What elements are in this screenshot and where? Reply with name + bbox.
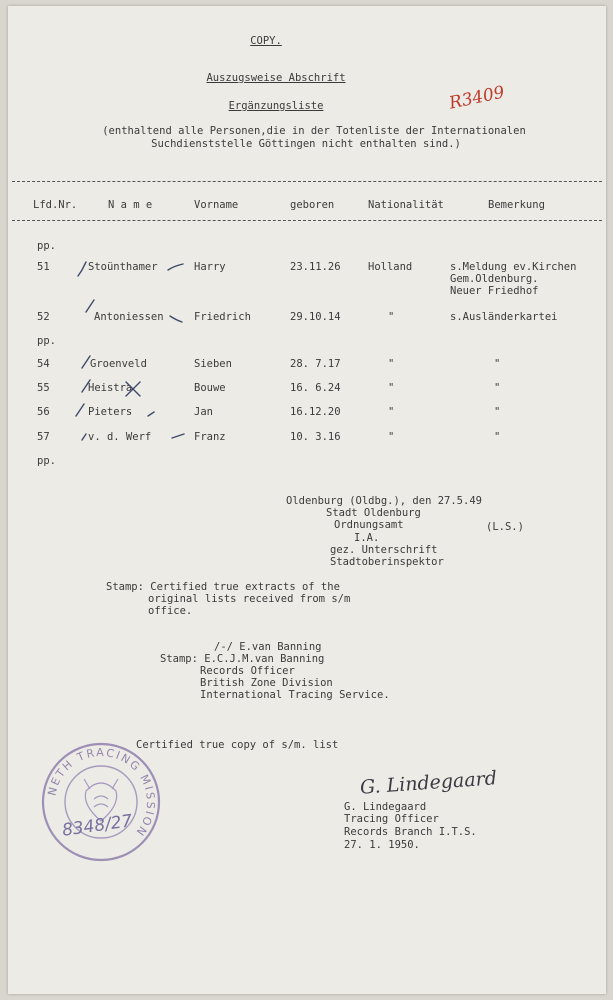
svg-text:NETH TRACING MISSION: NETH TRACING MISSION: [45, 745, 158, 840]
row-remark: ": [494, 358, 501, 370]
row-first-name: Harry: [194, 261, 226, 273]
row-number: 57: [37, 431, 50, 443]
stamp-extracts-line-1: Stamp: Certified true extracts of the: [106, 581, 340, 593]
row-nationality: Holland: [368, 261, 413, 273]
attest-authority: Stadt Oldenburg: [326, 507, 421, 519]
copy-heading: COPY.: [250, 35, 282, 47]
signer-date: 27. 1. 1950.: [344, 839, 420, 851]
row-name: Groenveld: [90, 358, 147, 370]
document-page: [8, 6, 606, 994]
col-born: geboren: [290, 199, 335, 211]
row-first-name: Friedrich: [194, 311, 251, 323]
tracing-mission-seal: [38, 739, 164, 865]
attest-office: Ordnungsamt: [334, 519, 404, 531]
pp-marker: pp.: [37, 240, 56, 252]
stamp-banning-service: International Tracing Service.: [200, 689, 390, 701]
handwritten-signature: G. Lindegaard: [359, 767, 498, 799]
pp-marker: pp.: [37, 335, 56, 347]
red-reference-mark: R3409: [447, 82, 507, 114]
row-remark: s.Meldung ev.Kirchen: [450, 261, 577, 273]
attest-place-date: Oldenburg (Oldbg.), den 27.5.49: [286, 495, 482, 507]
col-no: Lfd.Nr.: [33, 199, 78, 211]
col-name: N a m e: [108, 199, 153, 211]
row-name: Stoünthamer: [88, 261, 158, 273]
row-name: Antoniessen: [94, 311, 164, 323]
row-remark-3: Neuer Friedhof: [450, 285, 539, 297]
row-first-name: Sieben: [194, 358, 232, 370]
row-born: 16.12.20: [290, 406, 341, 418]
stamp-banning-sig: /-/ E.van Banning: [214, 641, 322, 653]
stamp-extracts-line-2: original lists received from s/m: [148, 593, 351, 605]
list-title: Ergänzungsliste: [228, 100, 324, 112]
note-line-1: (enthaltend alle Personen,die in der Totenliste der Internationalen: [102, 125, 526, 137]
header-separator-bottom: [12, 220, 602, 221]
row-born: 23.11.26: [290, 261, 341, 273]
row-first-name: Franz: [194, 431, 226, 443]
col-nationality: Nationalität: [368, 199, 444, 211]
handwritten-tick-marks: [68, 256, 198, 446]
attest-signature: gez. Unterschrift: [330, 544, 438, 556]
row-first-name: Bouwe: [194, 382, 226, 394]
row-name: Heistra: [88, 382, 133, 394]
row-name: v. d. Werf: [88, 431, 152, 443]
row-born: 16. 6.24: [290, 382, 341, 394]
row-number: 52: [37, 311, 50, 323]
certified-copy-note: Certified true copy of s/m. list: [136, 739, 339, 751]
row-remark: s.Ausländerkartei: [450, 311, 558, 323]
row-remark-2: Gem.Oldenburg.: [450, 273, 539, 285]
row-number: 55: [37, 382, 50, 394]
signer-name: G. Lindegaard: [344, 801, 427, 813]
row-born: 28. 7.17: [290, 358, 341, 370]
row-nationality: ": [388, 311, 395, 323]
stamp-extracts-line-3: office.: [148, 605, 193, 617]
stamp-banning-name: Stamp: E.C.J.M.van Banning: [160, 653, 325, 665]
seal-number: 8348/27: [60, 811, 134, 841]
attest-title: Stadtoberinspektor: [330, 556, 444, 568]
row-nationality: ": [388, 382, 395, 394]
row-nationality: ": [388, 358, 395, 370]
row-remark: ": [494, 431, 501, 443]
row-nationality: ": [388, 406, 395, 418]
row-number: 54: [37, 358, 50, 370]
extract-heading: Auszugsweise Abschrift: [206, 72, 346, 84]
row-nationality: ": [388, 431, 395, 443]
col-first-name: Vorname: [194, 199, 239, 211]
pp-marker: pp.: [37, 455, 56, 467]
header-separator-top: [12, 181, 602, 182]
row-first-name: Jan: [194, 406, 213, 418]
row-number: 56: [37, 406, 50, 418]
col-remark: Bemerkung: [488, 199, 545, 211]
stamp-banning-title: Records Officer: [200, 665, 295, 677]
attest-ia: I.A.: [354, 532, 380, 544]
row-name: Pieters: [88, 406, 133, 418]
row-number: 51: [37, 261, 50, 273]
signer-title: Tracing Officer: [344, 813, 439, 825]
row-remark: ": [494, 406, 501, 418]
attest-seal-ls: (L.S.): [486, 521, 524, 533]
row-remark: ": [494, 382, 501, 394]
note-line-2: Suchdienststelle Göttingen nicht enthalten sind.): [151, 138, 461, 150]
signer-department: Records Branch I.T.S.: [344, 826, 477, 838]
row-born: 29.10.14: [290, 311, 341, 323]
stamp-banning-division: British Zone Division: [200, 677, 333, 689]
row-born: 10. 3.16: [290, 431, 341, 443]
